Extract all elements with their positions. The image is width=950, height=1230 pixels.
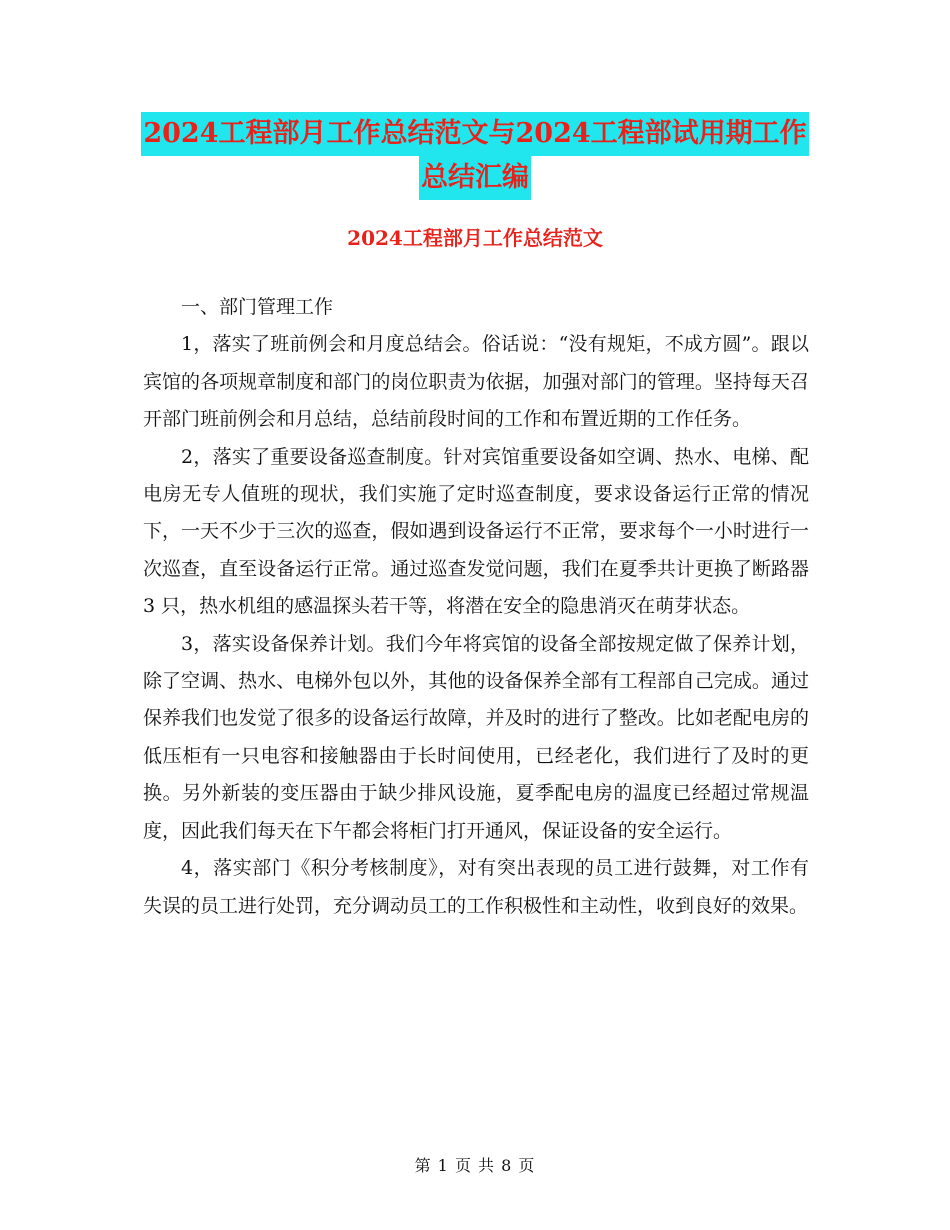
page-footer: 第 1 页 共 8 页 xyxy=(414,1156,536,1175)
document-title xyxy=(0,112,950,200)
paragraph-heading: 一、部门管理工作 xyxy=(181,296,334,318)
body-text xyxy=(143,289,809,925)
section-subtitle: 2024工程部月工作总结范文 xyxy=(347,226,603,250)
paragraph-1: 1，落实了班前例会和月度总结会。俗话说：“没有规矩，不成方圆”。跟以宾馆的各项规章制度和部门的岗位职责为依据，加强对部门的管理。坚持每天召开部门班前例会和月总结，总结前段时间的工作和布置近期的工作任务。 xyxy=(143,333,809,431)
paragraph-3: 3，落实设备保养计划。我们今年将宾馆的设备全部按规定做了保养计划，除了空调、热水、电梯外包以外，其他的设备保养全部有工程部自己完成。通过保养我们也发觉了很多的设备运行故障，并及时的进行了整改。比如老配电房的低压柜有一只电容和接触器由于长时间使用，已经老化，我们进行了及时的更换。另外新装的变压器由于缺少排风设施，夏季配电房的温度已经超过常规温度，因此我们每天在下午都会将柜门打开通风，保证设备的安全运行。 xyxy=(143,632,809,842)
paragraph-4: 4，落实部门《积分考核制度》，对有突出表现的员工进行鼓舞，对工作有失误的员工进行处罚，充分调动员工的工作积极性和主动性，收到良好的效果。 xyxy=(143,857,809,917)
title-line-1: 2024工程部月工作总结范文与2024工程部试用期工作 xyxy=(141,112,808,156)
title-line-2: 总结汇编 xyxy=(419,156,531,200)
paragraph-2: 2，落实了重要设备巡查制度。针对宾馆重要设备如空调、热水、电梯、配电房无专人值班的现状，我们实施了定时巡查制度，要求设备运行正常的情况下，一天不少于三次的巡查，假如遇到设备运行不正常，要求每个一小时进行一次巡查，直至设备运行正常。通过巡查发觉问题，我们在夏季共计更换了断路器3 只，热水机组的感温探头若干等，将潜在安全的隐患消灭在萌芽状态。 xyxy=(143,445,809,618)
